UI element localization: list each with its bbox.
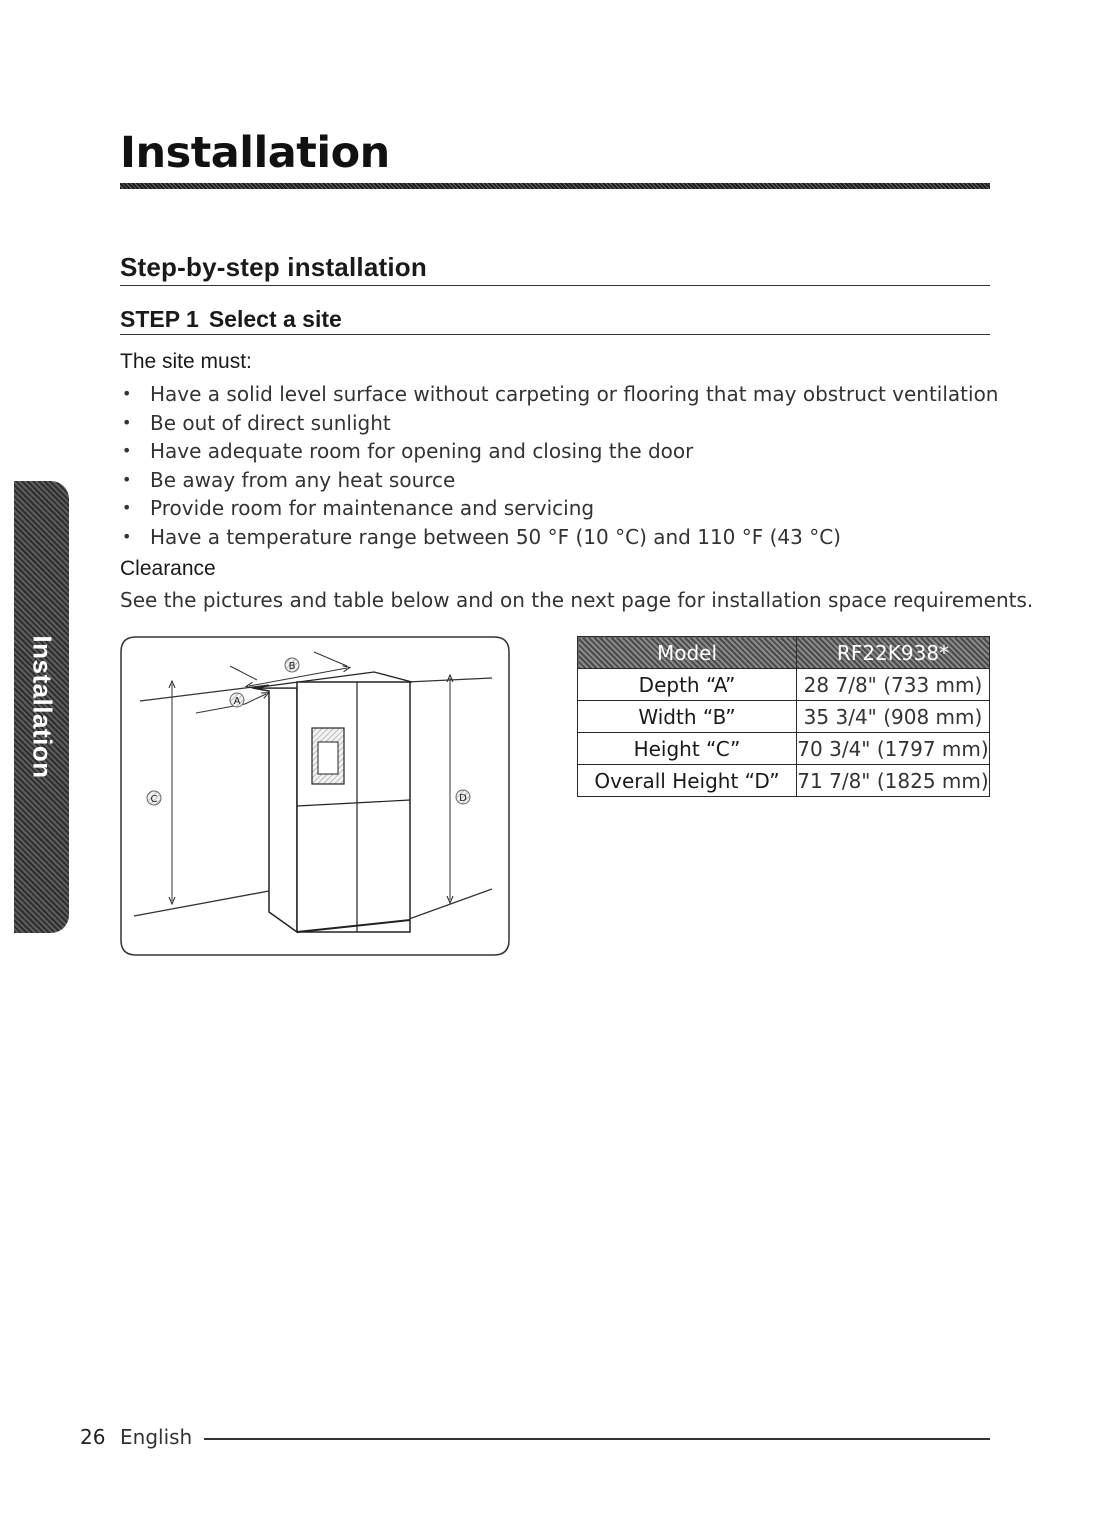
row-value: 28 7/8" (733 mm) xyxy=(797,669,990,701)
label-c: C xyxy=(150,794,158,805)
row-label: Depth “A” xyxy=(578,669,797,701)
label-d: D xyxy=(459,793,467,804)
row-value: 35 3/4" (908 mm) xyxy=(797,701,990,733)
title-rule xyxy=(120,183,990,189)
bullet-icon: • xyxy=(122,526,132,546)
footer-language: English xyxy=(120,1425,193,1449)
chapter-side-tab xyxy=(14,481,69,933)
bullet-icon: • xyxy=(122,498,132,518)
row-value: 71 7/8" (1825 mm) xyxy=(797,765,990,797)
list-item xyxy=(120,466,999,495)
list-item-text: Be out of direct sunlight xyxy=(150,410,391,435)
footer-rule xyxy=(204,1438,990,1440)
page-number: 26 xyxy=(80,1425,106,1449)
section-title: Step-by-step installation xyxy=(120,252,427,282)
refrigerator-clearance-diagram xyxy=(120,636,510,956)
row-label: Overall Height “D” xyxy=(578,765,797,797)
clearance-heading: Clearance xyxy=(120,557,216,580)
column-header-model: Model xyxy=(578,637,797,669)
table-header-row xyxy=(578,637,990,669)
section-rule xyxy=(120,285,990,286)
label-b: B xyxy=(288,661,296,672)
list-item-text: Have a temperature range between 50 °F (10 °C) and 110 °F (43 °C) xyxy=(150,524,841,549)
clearance-spec-table xyxy=(577,636,990,797)
list-item xyxy=(120,409,999,438)
column-header-model-number: RF22K938* xyxy=(797,637,990,669)
step-number: STEP 1 xyxy=(120,306,199,332)
bullet-icon: • xyxy=(122,469,132,489)
row-value: 70 3/4" (1797 mm) xyxy=(797,733,990,765)
table-row xyxy=(578,701,990,733)
step-title: Select a site xyxy=(208,306,342,332)
table-row xyxy=(578,765,990,797)
site-requirements-list xyxy=(120,380,999,552)
table-row xyxy=(578,669,990,701)
list-item xyxy=(120,494,999,523)
list-item xyxy=(120,523,999,552)
row-label: Height “C” xyxy=(578,733,797,765)
list-item-text: Have adequate room for opening and closing the door xyxy=(150,439,694,464)
step-rule xyxy=(120,334,990,335)
row-label: Width “B” xyxy=(578,701,797,733)
list-item xyxy=(120,437,999,466)
clearance-text: See the pictures and table below and on the next page for installation space requirements. xyxy=(120,588,1034,612)
fridge-side xyxy=(253,688,297,932)
bullet-icon: • xyxy=(122,412,132,432)
list-item-text: Provide room for maintenance and servicing xyxy=(150,496,595,521)
list-item-text: Be away from any heat source xyxy=(150,467,456,492)
fridge-front xyxy=(297,682,410,932)
site-requirements-lead: The site must: xyxy=(120,350,252,373)
side-tab-label: Installation xyxy=(27,635,57,779)
list-item-text: Have a solid level surface without carpeting or flooring that may obstruct ventilation xyxy=(150,382,999,406)
step-heading xyxy=(120,306,342,333)
bullet-icon: • xyxy=(122,441,132,461)
bullet-icon: • xyxy=(122,384,132,403)
table-row xyxy=(578,733,990,765)
label-a: A xyxy=(233,696,241,707)
list-item xyxy=(120,380,999,409)
page-title: Installation xyxy=(120,128,390,178)
